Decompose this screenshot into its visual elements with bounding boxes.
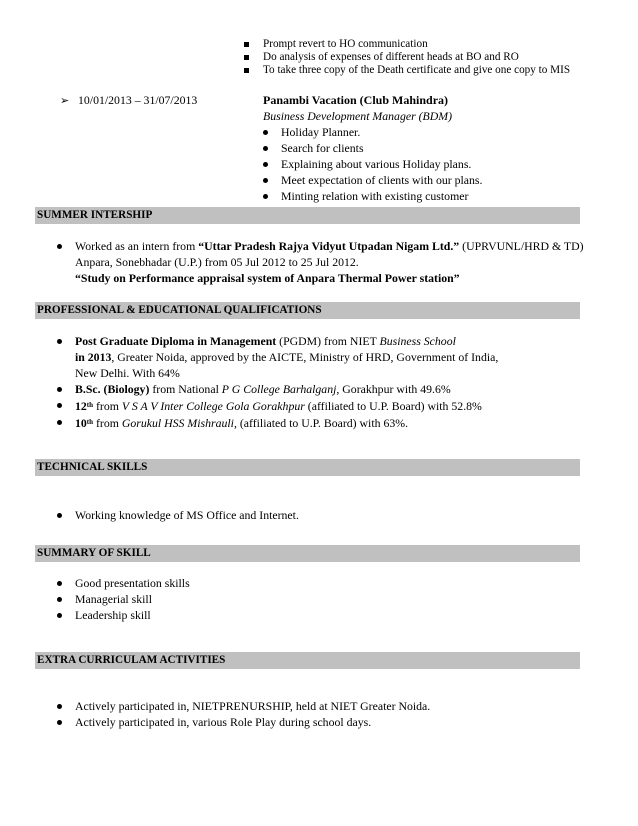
list-item: Actively participated in, various Role Play during school days.: [54, 714, 430, 730]
internship-study-title: “Study on Performance appraisal system of Anpara Thermal Power station”: [75, 271, 460, 285]
qualifications-list: [54, 333, 614, 431]
list-item: 12th from V S A V Inter College Gola Gorakhpur (affiliated to U.P. Board) with 52.8%: [54, 397, 614, 414]
job-duties-list: [260, 124, 482, 204]
list-item: Working knowledge of MS Office and Internet.: [54, 507, 299, 523]
internship-organization: “Uttar Pradesh Rajya Vidyut Utpadan Nigam Ltd.”: [198, 239, 460, 253]
skills-list: [54, 575, 190, 623]
previous-duties-list: [241, 38, 570, 77]
list-item: Minting relation with existing customer: [260, 188, 482, 204]
list-item: Post Graduate Diploma in Management (PGDM) from NIET Business School in 2013, Greater Noida, approved by the AICTE, Ministry of HRD, Government of India, New Delhi. With 64%: [54, 333, 614, 381]
list-item: Meet expectation of clients with our plans.: [260, 172, 482, 188]
list-item: Leadership skill: [54, 607, 190, 623]
list-item: Prompt revert to HO communication: [241, 38, 570, 51]
list-item: Worked as an intern from “Uttar Pradesh Rajya Vidyut Utpadan Nigam Ltd.” (UPRVUNL/HRD & TD) Anpara, Sonebhadar (U.P.) from 05 Jul 2012 to 25 Jul 2012. “Study on Performance appraisal system of Anpara Thermal Power station”: [54, 238, 614, 286]
section-header-summary-of-skill: SUMMARY OF SKILL: [35, 545, 580, 562]
technical-skills-list: [54, 507, 299, 523]
section-header-qualifications: PROFESSIONAL & EDUCATIONAL QUALIFICATIONS: [35, 302, 580, 319]
list-item: Actively participated in, NIETPRENURSHIP, held at NIET Greater Noida.: [54, 698, 430, 714]
internship-list: [54, 238, 614, 286]
list-item: Explaining about various Holiday plans.: [260, 156, 482, 172]
list-item: Good presentation skills: [54, 575, 190, 591]
list-item: To take three copy of the Death certificate and give one copy to MIS: [241, 64, 570, 77]
list-item: Search for clients: [260, 140, 482, 156]
section-header-technical-skills: TECHNICAL SKILLS: [35, 459, 580, 476]
list-item: Do analysis of expenses of different heads at BO and RO: [241, 51, 570, 64]
activities-list: [54, 698, 430, 730]
section-header-extra-curricular: EXTRA CURRICULAM ACTIVITIES: [35, 652, 580, 669]
job-date-text: 10/01/2013 – 31/07/2013: [78, 93, 198, 107]
list-item: Managerial skill: [54, 591, 190, 607]
list-item: B.Sc. (Biology) from National P G College Barhalganj, Gorakhpur with 49.6%: [54, 381, 614, 397]
job-role: Business Development Manager (BDM): [263, 109, 453, 123]
list-item: 10th from Gorukul HSS Mishrauli, (affiliated to U.P. Board) with 63%.: [54, 414, 614, 431]
job-date-range: [60, 92, 197, 109]
arrow-bullet-icon: ➢: [60, 95, 70, 107]
job-company: Panambi Vacation (Club Mahindra): [263, 93, 449, 107]
section-header-summer-internship: SUMMER INTERSHIP: [35, 207, 580, 224]
list-item: Holiday Planner.: [260, 124, 482, 140]
